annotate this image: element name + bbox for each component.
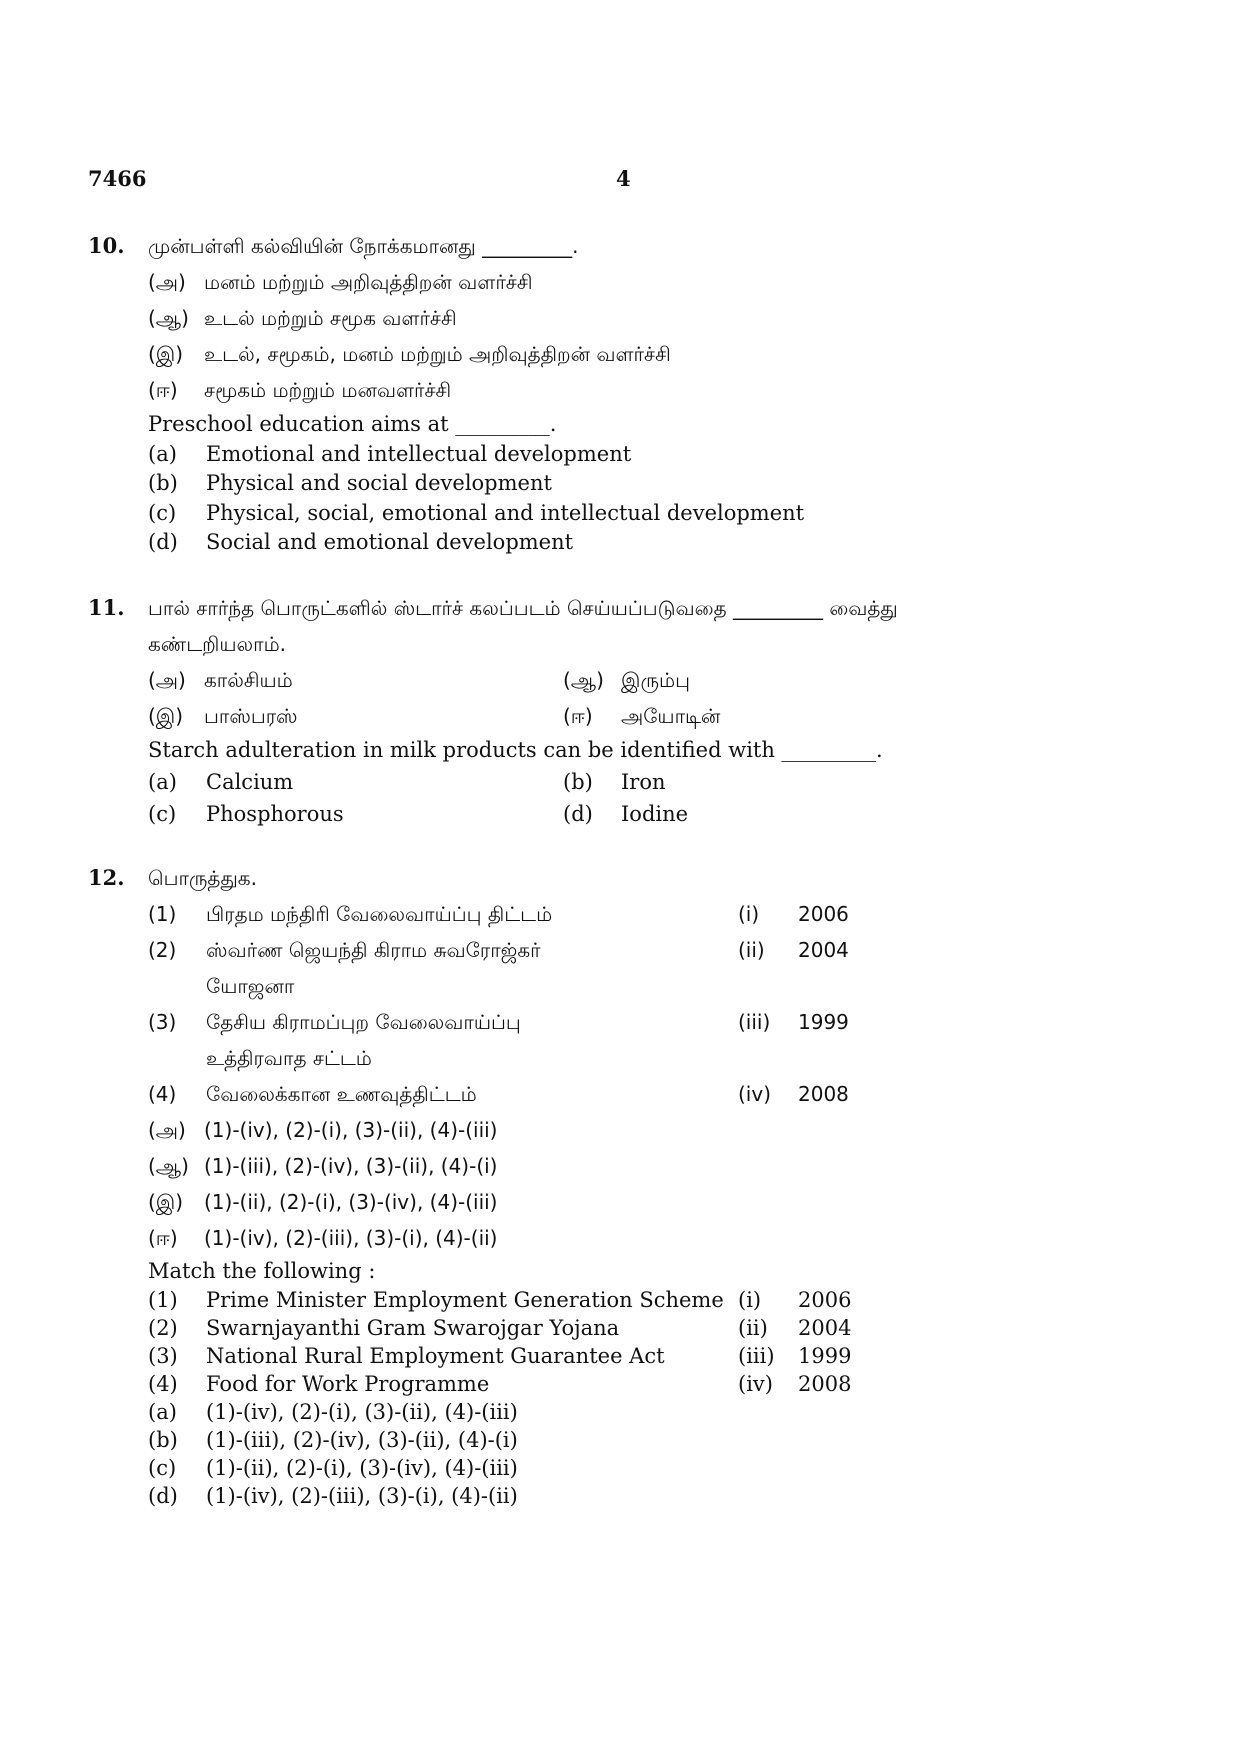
- option-english: (c) (1)-(ii), (2)-(i), (3)-(iv), (4)-(iii): [148, 1456, 518, 1480]
- option-english: (b) (1)-(iii), (2)-(iv), (3)-(ii), (4)-(i): [148, 1428, 518, 1452]
- option-tamil: (அ) (1)-(iv), (2)-(i), (3)-(ii), (4)-(iii): [148, 1118, 498, 1142]
- option-tamil: (இ) உடல், சமூகம், மனம் மற்றும் அறிவுத்திறன் வளர்ச்சி: [148, 342, 671, 366]
- question-number: 11.: [88, 595, 125, 620]
- option-tamil: (ஆ) உடல் மற்றும் சமூக வளர்ச்சி: [148, 306, 457, 330]
- option-english: (d) (1)-(iv), (2)-(iii), (3)-(i), (4)-(ii): [148, 1484, 518, 1508]
- option-tamil: (இ) (1)-(ii), (2)-(i), (3)-(iv), (4)-(iii): [148, 1190, 498, 1214]
- options-row-english: (c) Phosphorous (d) Iodine: [148, 802, 689, 826]
- question-number: 12.: [88, 865, 125, 890]
- match-item-tamil: (4) வேலைக்கான உணவுத்திட்டம் (iv) 2008: [148, 1082, 849, 1106]
- option-english: (c) Physical, social, emotional and intellectual development: [148, 501, 805, 525]
- question-body: [148, 860, 1152, 1510]
- options-row-tamil: (இ) பாஸ்பரஸ் (ஈ) அயோடின்: [148, 704, 721, 728]
- option-english: (a) (1)-(iv), (2)-(i), (3)-(ii), (4)-(iii): [148, 1400, 518, 1424]
- question-text-english: Preschool education aims at _________.: [148, 412, 557, 436]
- option-tamil: (அ) மனம் மற்றும் அறிவுத்திறன் வளர்ச்சி: [148, 270, 533, 294]
- question-text-tamil: கண்டறியலாம்.: [148, 632, 287, 656]
- question-number: 10.: [88, 233, 125, 258]
- option-english: (d) Social and emotional development: [148, 530, 574, 554]
- option-tamil: (ஈ) (1)-(iv), (2)-(iii), (3)-(i), (4)-(ii): [148, 1226, 498, 1250]
- question-text-tamil: பொருத்துக.: [148, 866, 257, 890]
- option-english: (a) Emotional and intellectual development: [148, 442, 632, 466]
- match-item-english: (1) Prime Minister Employment Generation Scheme (i) 2006: [148, 1288, 852, 1312]
- match-item-english: (2) Swarnjayanthi Gram Swarojgar Yojana (ii) 2004: [148, 1316, 852, 1340]
- question-text-tamil: பால் சார்ந்த பொருட்களில் ஸ்டார்ச் கலப்படம் செய்யப்படுவதை _________ வைத்து: [148, 596, 898, 620]
- match-item-tamil: (2) ஸ்வர்ண ஜெயந்தி கிராம சுவரோஜ்கர் (ii) 2004: [148, 938, 849, 962]
- option-english: (b) Physical and social development: [148, 471, 552, 495]
- options-row-english: (a) Calcium (b) Iron: [148, 770, 666, 794]
- question-body: [148, 228, 1152, 556]
- options-row-tamil: (அ) கால்சியம் (ஆ) இரும்பு: [148, 668, 690, 692]
- match-item-tamil-continued: உத்திரவாத சட்டம்: [206, 1046, 372, 1070]
- match-item-english: (3) National Rural Employment Guarantee Act (iii) 1999: [148, 1344, 852, 1368]
- match-item-tamil-continued: யோஜனா: [206, 974, 295, 998]
- paper-code: 7466: [88, 166, 147, 191]
- option-tamil: (ஆ) (1)-(iii), (2)-(iv), (3)-(ii), (4)-(i): [148, 1154, 498, 1178]
- question-body: [148, 590, 1152, 830]
- page-header: [88, 166, 1152, 196]
- question-text-tamil: முன்பள்ளி கல்வியின் நோக்கமானது _________.: [148, 234, 579, 258]
- match-item-tamil: (3) தேசிய கிராமப்புற வேலைவாய்ப்பு (iii) 1999: [148, 1010, 849, 1034]
- option-tamil: (ஈ) சமூகம் மற்றும் மனவளர்ச்சி: [148, 378, 452, 402]
- question-text-english: Starch adulteration in milk products can be identified with _________.: [148, 738, 883, 762]
- page-number: 4: [616, 166, 631, 191]
- match-item-tamil: (1) பிரதம மந்திரி வேலைவாய்ப்பு திட்டம் (i) 2006: [148, 902, 849, 926]
- match-item-english: (4) Food for Work Programme (iv) 2008: [148, 1372, 852, 1396]
- question-text-english: Match the following :: [148, 1259, 376, 1283]
